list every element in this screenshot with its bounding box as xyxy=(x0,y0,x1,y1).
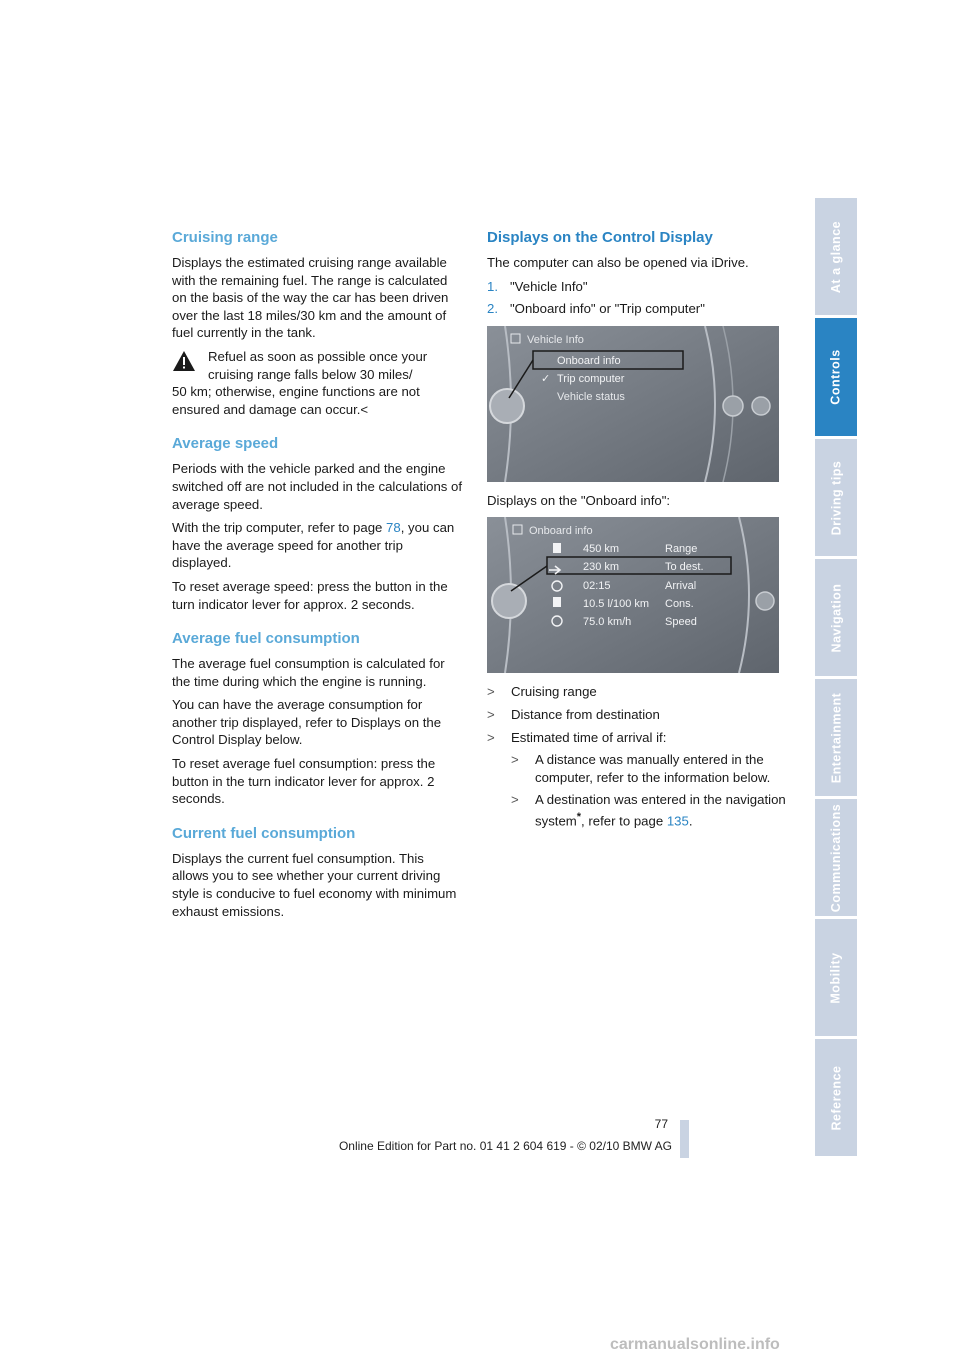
step-1-number: 1. xyxy=(487,278,498,294)
control-display-intro: The computer can also be opened via iDrive. xyxy=(487,255,749,270)
step-2-number: 2. xyxy=(487,301,498,317)
tab-reference[interactable] xyxy=(815,1039,857,1156)
tab-label: Communications xyxy=(829,803,843,912)
tab-label: Driving tips xyxy=(829,460,844,535)
onboard-info-display xyxy=(487,517,779,673)
page-ref-78-link[interactable]: 78 xyxy=(386,520,401,536)
warning-line-1: Refuel as soon as possible once your xyxy=(208,348,428,364)
onboard-row-0-label: Range xyxy=(665,543,698,556)
tab-label: Mobility xyxy=(829,951,843,1004)
list-item xyxy=(511,751,787,786)
sub-bullet-text: A distance was manually entered in the computer, refer to the information below. xyxy=(535,752,771,785)
avg-speed-p2-text: With the trip computer, refer to page xyxy=(172,520,387,536)
end-mark: < xyxy=(360,401,369,417)
tab-label: Navigation xyxy=(829,583,843,652)
cruising-range-body: Displays the estimated cruising range available with the remaining fuel. The range is calculated on the basis of the way the car has been driven over the last 18 miles/30 km and the amount of fuel currently in the tank. xyxy=(172,255,449,341)
section-tabs xyxy=(815,198,857,1159)
bullet-marker: > xyxy=(487,706,495,722)
step-1-text: "Vehicle Info" xyxy=(510,278,588,294)
optional-equipment-star: * xyxy=(576,810,582,823)
onboard-row-3-value: 10.5 l/100 km xyxy=(583,598,650,611)
avg-fuel-p1: The average fuel consumption is calculated for the time during which the engine is running. xyxy=(172,656,445,689)
heading-control-display: Displays on the Control Display xyxy=(487,229,713,246)
sub-bullet-text: A destination was entered in the navigation system xyxy=(535,792,786,829)
onboard-row-4-value: 75.0 km/h xyxy=(583,616,632,629)
vehicle-info-screenshot xyxy=(487,326,779,482)
tab-entertainment[interactable] xyxy=(815,679,857,796)
warning-note xyxy=(172,348,464,418)
onboard-row-0-value: 450 km xyxy=(583,543,620,556)
sub-bullet-list xyxy=(511,751,787,830)
warning-line-2: cruising range falls below 30 miles/ xyxy=(208,366,413,382)
tab-label: Controls xyxy=(829,349,844,405)
avg-speed-p1: Periods with the vehicle parked and the engine switched off are not included in the calculations of average speed. xyxy=(172,461,463,512)
avg-fuel-p3: To reset average fuel consumption: press the button in the turn indicator lever for approx. 2 seconds. xyxy=(172,756,436,807)
screen1-title: Vehicle Info xyxy=(527,333,584,346)
bullet-marker: > xyxy=(511,752,519,768)
bullet-marker: > xyxy=(511,792,519,808)
fuel-pump-icon xyxy=(553,543,561,553)
bullet-text: Distance from destination xyxy=(511,706,660,722)
onboard-row-3-label: Cons. xyxy=(665,598,694,611)
heading-average-speed: Average speed xyxy=(172,435,279,453)
screen1-item-onboard: Onboard info xyxy=(557,354,621,367)
list-item xyxy=(487,706,787,724)
tab-at-a-glance[interactable] xyxy=(815,198,857,315)
step-2 xyxy=(487,300,787,318)
screen1-item-trip: Trip computer xyxy=(557,372,625,385)
tab-controls[interactable] xyxy=(815,318,857,436)
onboard-row-1-value: 230 km xyxy=(583,561,620,574)
tab-label: Reference xyxy=(829,1065,844,1130)
page-marker-bar xyxy=(680,1120,689,1158)
page-number: 77 xyxy=(654,1117,668,1131)
step-2-text: "Onboard info" or "Trip computer" xyxy=(510,301,705,317)
bullet-marker: > xyxy=(487,729,495,745)
onboard-info-screenshot xyxy=(487,517,779,673)
warning-rest: 50 km; otherwise, engine functions are not ensured and damage can occur. xyxy=(172,384,420,417)
check-icon: ✓ xyxy=(541,371,551,385)
onboard-bullet-list xyxy=(487,683,787,830)
avg-speed-p2-text-after: , you can have the average speed for another trip displayed. xyxy=(172,520,455,571)
list-item xyxy=(511,791,787,830)
heading-cruising-range: Cruising range xyxy=(172,229,278,246)
list-item xyxy=(487,683,787,701)
bullet-text: Cruising range xyxy=(511,684,597,700)
list-item xyxy=(487,729,787,830)
tab-label: At a glance xyxy=(829,220,843,293)
heading-average-fuel: Average fuel consumption xyxy=(172,630,360,648)
onboard-row-2-value: 02:15 xyxy=(583,580,611,593)
right-column xyxy=(487,228,787,835)
current-fuel-p1: Displays the current fuel consumption. This allows you to see whether your current driving style is conducive to fuel economy with minimum exhaust emissions. xyxy=(172,850,457,919)
tab-navigation[interactable] xyxy=(815,559,857,676)
vehicle-info-display xyxy=(487,326,779,482)
screen1-item-status: Vehicle status xyxy=(557,390,625,403)
tab-driving-tips[interactable] xyxy=(815,439,857,556)
bullet-marker: > xyxy=(487,684,495,700)
screen2-title: Onboard info xyxy=(529,525,593,538)
warning-triangle-icon xyxy=(172,350,196,372)
avg-speed-p3: To reset average speed: press the button in the turn indicator lever for approx. 2 seconds. xyxy=(172,578,448,612)
avg-fuel-p2: You can have the average consumption for another trip displayed, refer to Displays on the Control Display below. xyxy=(172,697,442,748)
onboard-row-1-label: To dest. xyxy=(665,561,704,574)
avg-speed-p2 xyxy=(172,519,464,572)
bullet-text: Estimated time of arrival if: xyxy=(511,729,667,745)
tab-mobility[interactable] xyxy=(815,919,857,1036)
fuel-consumption-icon xyxy=(553,597,561,607)
sub-bullet-text-end: . xyxy=(688,813,693,829)
page-ref-135-link[interactable]: 135 xyxy=(666,813,689,829)
watermark: carmanualsonline.info xyxy=(610,1336,780,1353)
tab-label: Entertainment xyxy=(829,692,844,783)
onboard-row-4-label: Speed xyxy=(665,616,697,629)
footer-edition: Online Edition for Part no. 01 41 2 604 619 - © 02/10 BMW AG xyxy=(338,1139,672,1153)
sub-bullet-text-mid: , refer to page xyxy=(581,813,667,829)
left-column xyxy=(172,228,464,926)
onboard-caption: Displays on the "Onboard info": xyxy=(487,492,671,508)
heading-current-fuel: Current fuel consumption xyxy=(172,824,356,842)
onboard-row-2-label: Arrival xyxy=(665,580,697,593)
step-1 xyxy=(487,278,787,296)
tab-communications[interactable] xyxy=(815,799,857,916)
